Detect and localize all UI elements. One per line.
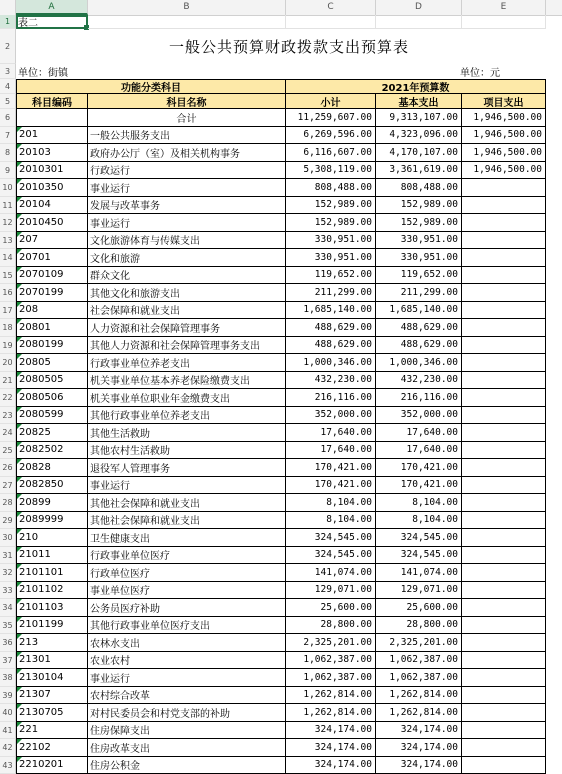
cell-name[interactable]: 机关事业单位职业年金缴费支出 — [88, 389, 286, 407]
column-header-c[interactable]: C — [286, 0, 376, 15]
row-header[interactable]: 23 — [0, 407, 16, 425]
text-number-indicator — [17, 687, 22, 692]
cell-basic[interactable]: 330,951.00 — [376, 249, 462, 267]
cell-code[interactable]: 2210201 — [16, 757, 88, 774]
cell-name[interactable]: 行政单位医疗 — [88, 564, 286, 582]
text-number-indicator — [17, 319, 22, 324]
cell-subtotal[interactable]: 432,230.00 — [286, 372, 376, 390]
cell-code[interactable]: 21307 — [16, 687, 88, 705]
cell-subtotal[interactable]: 324,174.00 — [286, 739, 376, 757]
text-number-indicator — [17, 442, 22, 447]
cell-name[interactable]: 事业运行 — [88, 477, 286, 495]
cell-code[interactable]: 2101102 — [16, 582, 88, 600]
cell-subtotal[interactable]: 25,600.00 — [286, 599, 376, 617]
row-header[interactable]: 26 — [0, 459, 16, 477]
text-number-indicator — [17, 739, 22, 744]
row-header[interactable]: 4 — [0, 79, 16, 94]
cell-code[interactable]: 20104 — [16, 197, 88, 215]
cell-subtotal[interactable]: 324,174.00 — [286, 722, 376, 740]
cell-project[interactable] — [462, 179, 546, 197]
cell-project[interactable] — [462, 547, 546, 565]
text-number-indicator — [17, 232, 22, 237]
empty-cell[interactable] — [286, 15, 376, 29]
unit-left-label[interactable]: 单位：街镇 — [16, 64, 216, 79]
cell-project[interactable]: 1,946,500.00 — [462, 144, 546, 162]
cell-code[interactable]: 20103 — [16, 144, 88, 162]
cell-basic[interactable]: 352,000.00 — [376, 407, 462, 425]
cell-name[interactable]: 公务员医疗补助 — [88, 599, 286, 617]
cell-subtotal[interactable]: 211,299.00 — [286, 284, 376, 302]
text-number-indicator — [17, 284, 22, 289]
row-header[interactable]: 11 — [0, 197, 16, 215]
cell-basic[interactable]: 119,652.00 — [376, 267, 462, 285]
cell-name[interactable]: 事业运行 — [88, 214, 286, 232]
text-number-indicator — [17, 459, 22, 464]
cell-basic[interactable]: 170,421.00 — [376, 459, 462, 477]
text-number-indicator — [17, 127, 22, 132]
cell-basic[interactable]: 4,323,096.00 — [376, 127, 462, 145]
row-header[interactable]: 43 — [0, 757, 16, 774]
cell-code[interactable]: 2070109 — [16, 267, 88, 285]
header-name[interactable]: 科目名称 — [88, 94, 286, 109]
cell-project[interactable] — [462, 739, 546, 757]
cell-a1[interactable]: 表二 — [16, 15, 88, 29]
cell-code[interactable]: 20899 — [16, 494, 88, 512]
row-header[interactable]: 1 — [0, 15, 16, 29]
cell-code[interactable]: 2130705 — [16, 704, 88, 722]
cell-project[interactable] — [462, 529, 546, 547]
cell-project[interactable] — [462, 197, 546, 215]
row-header[interactable]: 10 — [0, 179, 16, 197]
cell-code[interactable]: 2080599 — [16, 407, 88, 425]
cell-basic[interactable]: 28,800.00 — [376, 617, 462, 635]
cell-subtotal[interactable]: 324,545.00 — [286, 547, 376, 565]
cell-name[interactable]: 住房保障支出 — [88, 722, 286, 740]
cell-basic[interactable]: 9,313,107.00 — [376, 109, 462, 127]
cell-subtotal[interactable]: 8,104.00 — [286, 494, 376, 512]
cell-code[interactable]: 21301 — [16, 652, 88, 670]
header-budget-year[interactable]: 2021年预算数 — [286, 79, 546, 94]
row-header[interactable]: 14 — [0, 249, 16, 267]
cell-basic[interactable]: 2,325,201.00 — [376, 634, 462, 652]
cell-name[interactable]: 其他社会保障和就业支出 — [88, 494, 286, 512]
cell-basic[interactable]: 432,230.00 — [376, 372, 462, 390]
row-header[interactable]: 25 — [0, 442, 16, 460]
cell-basic[interactable]: 152,989.00 — [376, 197, 462, 215]
cell-project[interactable] — [462, 354, 546, 372]
header-code[interactable]: 科目编码 — [16, 94, 88, 109]
cell-code[interactable]: 20805 — [16, 354, 88, 372]
cell-subtotal[interactable]: 352,000.00 — [286, 407, 376, 425]
cell-name[interactable]: 农村综合改革 — [88, 687, 286, 705]
row-header[interactable]: 29 — [0, 512, 16, 530]
cell-code[interactable]: 20825 — [16, 424, 88, 442]
cell-basic[interactable]: 211,299.00 — [376, 284, 462, 302]
text-number-indicator — [17, 617, 22, 622]
row-header[interactable]: 28 — [0, 494, 16, 512]
text-number-indicator — [17, 337, 22, 342]
cell-subtotal[interactable]: 17,640.00 — [286, 424, 376, 442]
cell-basic[interactable]: 152,989.00 — [376, 214, 462, 232]
row-header[interactable]: 2 — [0, 29, 16, 64]
cell-project[interactable] — [462, 634, 546, 652]
text-number-indicator — [17, 722, 22, 727]
cell-name[interactable]: 行政事业单位养老支出 — [88, 354, 286, 372]
cell-code[interactable]: 22102 — [16, 739, 88, 757]
cell-subtotal[interactable]: 330,951.00 — [286, 232, 376, 250]
cell-name[interactable]: 其他农村生活救助 — [88, 442, 286, 460]
header-project[interactable]: 项目支出 — [462, 94, 546, 109]
cell-code[interactable]: 2089999 — [16, 512, 88, 530]
cell-name[interactable]: 事业运行 — [88, 669, 286, 687]
cell-basic[interactable]: 1,262,814.00 — [376, 704, 462, 722]
row-header[interactable]: 34 — [0, 599, 16, 617]
column-header-bar — [0, 0, 562, 16]
cell-project[interactable] — [462, 407, 546, 425]
text-number-indicator — [17, 162, 22, 167]
cell-name[interactable]: 合计 — [88, 109, 286, 127]
row-header[interactable]: 6 — [0, 109, 16, 127]
cell-subtotal[interactable]: 141,074.00 — [286, 564, 376, 582]
cell-project[interactable] — [462, 302, 546, 320]
cell-name[interactable]: 群众文化 — [88, 267, 286, 285]
row-header[interactable]: 35 — [0, 617, 16, 635]
cell-subtotal[interactable]: 330,951.00 — [286, 249, 376, 267]
cell-subtotal[interactable]: 152,989.00 — [286, 214, 376, 232]
cell-name[interactable]: 其他社会保障和就业支出 — [88, 512, 286, 530]
cell-code[interactable]: 2010350 — [16, 179, 88, 197]
cell-code[interactable]: 2010301 — [16, 162, 88, 180]
cell-basic[interactable]: 17,640.00 — [376, 442, 462, 460]
cell-name[interactable]: 退役军人管理事务 — [88, 459, 286, 477]
text-number-indicator — [17, 564, 22, 569]
cell-basic[interactable]: 330,951.00 — [376, 232, 462, 250]
cell-subtotal[interactable]: 6,116,607.00 — [286, 144, 376, 162]
column-header-e[interactable]: E — [462, 0, 546, 15]
text-number-indicator — [17, 302, 22, 307]
cell-subtotal[interactable]: 1,062,387.00 — [286, 669, 376, 687]
cell-name[interactable]: 其他人力资源和社会保障管理事务支出 — [88, 337, 286, 355]
cell-project[interactable] — [462, 372, 546, 390]
cell-subtotal[interactable]: 8,104.00 — [286, 512, 376, 530]
cell-name[interactable]: 人力资源和社会保障管理事务 — [88, 319, 286, 337]
cell-project[interactable] — [462, 599, 546, 617]
cell-project[interactable] — [462, 249, 546, 267]
cell-name[interactable]: 文化旅游体育与传媒支出 — [88, 232, 286, 250]
text-number-indicator — [17, 407, 22, 412]
cell-code[interactable]: 20828 — [16, 459, 88, 477]
cell-subtotal[interactable]: 488,629.00 — [286, 337, 376, 355]
text-number-indicator — [17, 634, 22, 639]
cell-subtotal[interactable]: 488,629.00 — [286, 319, 376, 337]
cell-code[interactable]: 20701 — [16, 249, 88, 267]
cell-subtotal[interactable]: 17,640.00 — [286, 442, 376, 460]
empty-cell[interactable] — [88, 15, 286, 29]
cell-basic[interactable]: 808,488.00 — [376, 179, 462, 197]
cell-code[interactable]: 2130104 — [16, 669, 88, 687]
cell-project[interactable] — [462, 512, 546, 530]
row-header[interactable]: 7 — [0, 127, 16, 145]
cell-project[interactable] — [462, 564, 546, 582]
cell-name[interactable]: 事业运行 — [88, 179, 286, 197]
cell-name[interactable]: 农业农村 — [88, 652, 286, 670]
cell-basic[interactable]: 17,640.00 — [376, 424, 462, 442]
text-number-indicator — [17, 669, 22, 674]
unit-right-label[interactable]: 单位：元 — [456, 64, 562, 79]
text-number-indicator — [17, 547, 22, 552]
cell-name[interactable]: 其他文化和旅游支出 — [88, 284, 286, 302]
cell-project[interactable] — [462, 687, 546, 705]
cell-basic[interactable]: 324,174.00 — [376, 757, 462, 774]
empty-cell[interactable] — [376, 15, 462, 29]
cell-subtotal[interactable]: 28,800.00 — [286, 617, 376, 635]
cell-subtotal[interactable]: 5,308,119.00 — [286, 162, 376, 180]
row-header[interactable]: 30 — [0, 529, 16, 547]
row-header[interactable]: 19 — [0, 337, 16, 355]
row-header[interactable]: 32 — [0, 564, 16, 582]
cell-subtotal[interactable]: 1,262,814.00 — [286, 704, 376, 722]
cell-subtotal[interactable]: 216,116.00 — [286, 389, 376, 407]
cell-name[interactable]: 一般公共服务支出 — [88, 127, 286, 145]
header-basic[interactable]: 基本支出 — [376, 94, 462, 109]
cell-project[interactable] — [462, 459, 546, 477]
cell-project[interactable] — [462, 582, 546, 600]
cell-code[interactable]: 2101103 — [16, 599, 88, 617]
column-header-a[interactable]: A — [16, 0, 88, 15]
cell-code[interactable]: 20801 — [16, 319, 88, 337]
cell-subtotal[interactable]: 170,421.00 — [286, 477, 376, 495]
cell-code[interactable]: 21011 — [16, 547, 88, 565]
row-header[interactable]: 42 — [0, 739, 16, 757]
text-number-indicator — [17, 214, 22, 219]
cell-project[interactable] — [462, 669, 546, 687]
cell-subtotal[interactable]: 1,685,140.00 — [286, 302, 376, 320]
cell-subtotal[interactable]: 152,989.00 — [286, 197, 376, 215]
cell-basic[interactable]: 170,421.00 — [376, 477, 462, 495]
text-number-indicator — [17, 704, 22, 709]
cell-project[interactable] — [462, 284, 546, 302]
sheet-title[interactable]: 一般公共预算财政拨款支出预算表 — [16, 29, 562, 64]
cell-code[interactable]: 2082502 — [16, 442, 88, 460]
cell-subtotal[interactable]: 6,269,596.00 — [286, 127, 376, 145]
cell-name[interactable]: 事业单位医疗 — [88, 582, 286, 600]
cell-project[interactable] — [462, 214, 546, 232]
cell-basic[interactable]: 3,361,619.00 — [376, 162, 462, 180]
cell-project[interactable]: 1,946,500.00 — [462, 109, 546, 127]
row-header[interactable]: 24 — [0, 424, 16, 442]
cell-basic[interactable]: 1,685,140.00 — [376, 302, 462, 320]
cell-name[interactable]: 其他行政事业单位养老支出 — [88, 407, 286, 425]
cell-basic[interactable]: 488,629.00 — [376, 337, 462, 355]
row-header[interactable]: 13 — [0, 232, 16, 250]
cell-code[interactable]: 207 — [16, 232, 88, 250]
cell-name[interactable]: 卫生健康支出 — [88, 529, 286, 547]
cell-name[interactable]: 社会保障和就业支出 — [88, 302, 286, 320]
row-header[interactable]: 5 — [0, 94, 16, 109]
cell-subtotal[interactable]: 2,325,201.00 — [286, 634, 376, 652]
text-number-indicator — [17, 757, 22, 762]
text-number-indicator — [17, 494, 22, 499]
row-header[interactable]: 36 — [0, 634, 16, 652]
cell-project[interactable] — [462, 704, 546, 722]
cell-name[interactable]: 住房改革支出 — [88, 739, 286, 757]
cell-name[interactable]: 行政运行 — [88, 162, 286, 180]
cell-code[interactable]: 2080506 — [16, 389, 88, 407]
row-header[interactable]: 18 — [0, 319, 16, 337]
row-header[interactable]: 27 — [0, 477, 16, 495]
cell-basic[interactable]: 1,262,814.00 — [376, 687, 462, 705]
cell-project[interactable] — [462, 757, 546, 774]
cell-project[interactable] — [462, 424, 546, 442]
cell-basic[interactable]: 1,062,387.00 — [376, 669, 462, 687]
cell-code[interactable]: 2082850 — [16, 477, 88, 495]
text-number-indicator — [17, 424, 22, 429]
column-header-b[interactable]: B — [88, 0, 286, 15]
text-number-indicator — [17, 249, 22, 254]
cell-code[interactable]: 213 — [16, 634, 88, 652]
text-number-indicator — [17, 144, 22, 149]
cell-code[interactable]: 2080199 — [16, 337, 88, 355]
row-header[interactable]: 21 — [0, 372, 16, 390]
cell-code[interactable]: 201 — [16, 127, 88, 145]
row-header[interactable]: 3 — [0, 64, 16, 79]
cell-project[interactable] — [462, 442, 546, 460]
cell-basic[interactable]: 324,174.00 — [376, 722, 462, 740]
row-header[interactable]: 8 — [0, 144, 16, 162]
cell-basic[interactable]: 4,170,107.00 — [376, 144, 462, 162]
cell-project[interactable] — [462, 617, 546, 635]
row-header[interactable]: 9 — [0, 162, 16, 180]
cell-project[interactable] — [462, 494, 546, 512]
cell-project[interactable] — [462, 722, 546, 740]
cell-name[interactable]: 发展与改革事务 — [88, 197, 286, 215]
cell-name[interactable]: 其他生活救助 — [88, 424, 286, 442]
text-number-indicator — [17, 197, 22, 202]
cell-basic[interactable]: 488,629.00 — [376, 319, 462, 337]
row-header[interactable]: 39 — [0, 687, 16, 705]
cell-subtotal[interactable]: 324,545.00 — [286, 529, 376, 547]
cell-project[interactable] — [462, 319, 546, 337]
cell-code[interactable]: 2101199 — [16, 617, 88, 635]
text-number-indicator — [17, 267, 22, 272]
column-header-d[interactable]: D — [376, 0, 462, 15]
cell-basic[interactable]: 1,000,346.00 — [376, 354, 462, 372]
cell-project[interactable] — [462, 477, 546, 495]
text-number-indicator — [17, 354, 22, 359]
cell-project[interactable] — [462, 232, 546, 250]
cell-subtotal[interactable]: 1,062,387.00 — [286, 652, 376, 670]
cell-subtotal[interactable]: 1,000,346.00 — [286, 354, 376, 372]
cell-basic[interactable]: 324,174.00 — [376, 739, 462, 757]
row-header[interactable]: 40 — [0, 704, 16, 722]
cell-project[interactable] — [462, 267, 546, 285]
cell-code[interactable]: 221 — [16, 722, 88, 740]
cell-name[interactable]: 文化和旅游 — [88, 249, 286, 267]
text-number-indicator — [17, 512, 22, 517]
cell-subtotal[interactable]: 170,421.00 — [286, 459, 376, 477]
row-header[interactable]: 22 — [0, 389, 16, 407]
cell-basic[interactable]: 8,104.00 — [376, 494, 462, 512]
row-header[interactable]: 33 — [0, 582, 16, 600]
text-number-indicator — [17, 477, 22, 482]
row-header[interactable]: 37 — [0, 652, 16, 670]
row-header[interactable]: 12 — [0, 214, 16, 232]
cell-code[interactable]: 210 — [16, 529, 88, 547]
cell-subtotal[interactable]: 324,174.00 — [286, 757, 376, 774]
cell-name[interactable]: 机关事业单位基本养老保险缴费支出 — [88, 372, 286, 390]
cell-basic[interactable]: 216,116.00 — [376, 389, 462, 407]
cell-subtotal[interactable]: 129,071.00 — [286, 582, 376, 600]
cell-code[interactable] — [16, 109, 88, 127]
cell-subtotal[interactable]: 119,652.00 — [286, 267, 376, 285]
cell-code[interactable]: 2070199 — [16, 284, 88, 302]
cell-name[interactable]: 其他行政事业单位医疗支出 — [88, 617, 286, 635]
row-header[interactable]: 41 — [0, 722, 16, 740]
row-header[interactable]: 17 — [0, 302, 16, 320]
select-all-corner[interactable] — [0, 0, 16, 15]
cell-code[interactable]: 2101101 — [16, 564, 88, 582]
cell-project[interactable]: 1,946,500.00 — [462, 162, 546, 180]
cell-code[interactable]: 2080505 — [16, 372, 88, 390]
cell-project[interactable] — [462, 337, 546, 355]
cell-name[interactable]: 住房公积金 — [88, 757, 286, 774]
text-number-indicator — [17, 529, 22, 534]
cell-basic[interactable]: 1,062,387.00 — [376, 652, 462, 670]
header-function-category[interactable]: 功能分类科目 — [16, 79, 286, 94]
cell-subtotal[interactable]: 808,488.00 — [286, 179, 376, 197]
row-header[interactable]: 20 — [0, 354, 16, 372]
text-number-indicator — [17, 372, 22, 377]
cell-name[interactable]: 农林水支出 — [88, 634, 286, 652]
text-number-indicator — [17, 179, 22, 184]
text-number-indicator — [17, 389, 22, 394]
cell-name[interactable]: 政府办公厅（室）及相关机构事务 — [88, 144, 286, 162]
cell-subtotal[interactable]: 11,259,607.00 — [286, 109, 376, 127]
cell-project[interactable]: 1,946,500.00 — [462, 127, 546, 145]
row-header[interactable]: 15 — [0, 267, 16, 285]
empty-cell[interactable] — [462, 15, 546, 29]
cell-subtotal[interactable]: 1,262,814.00 — [286, 687, 376, 705]
cell-basic[interactable]: 129,071.00 — [376, 582, 462, 600]
text-number-indicator — [17, 599, 22, 604]
header-subtotal[interactable]: 小计 — [286, 94, 376, 109]
text-number-indicator — [17, 652, 22, 657]
cell-code[interactable]: 208 — [16, 302, 88, 320]
row-header[interactable]: 16 — [0, 284, 16, 302]
cell-project[interactable] — [462, 389, 546, 407]
cell-basic[interactable]: 141,074.00 — [376, 564, 462, 582]
cell-basic[interactable]: 25,600.00 — [376, 599, 462, 617]
text-number-indicator — [17, 582, 22, 587]
cell-basic[interactable]: 8,104.00 — [376, 512, 462, 530]
cell-name[interactable]: 对村民委员会和村党支部的补助 — [88, 704, 286, 722]
cell-project[interactable] — [462, 652, 546, 670]
cell-basic[interactable]: 324,545.00 — [376, 529, 462, 547]
row-header[interactable]: 31 — [0, 547, 16, 565]
cell-basic[interactable]: 324,545.00 — [376, 547, 462, 565]
cell-name[interactable]: 行政事业单位医疗 — [88, 547, 286, 565]
cell-code[interactable]: 2010450 — [16, 214, 88, 232]
row-header[interactable]: 38 — [0, 669, 16, 687]
